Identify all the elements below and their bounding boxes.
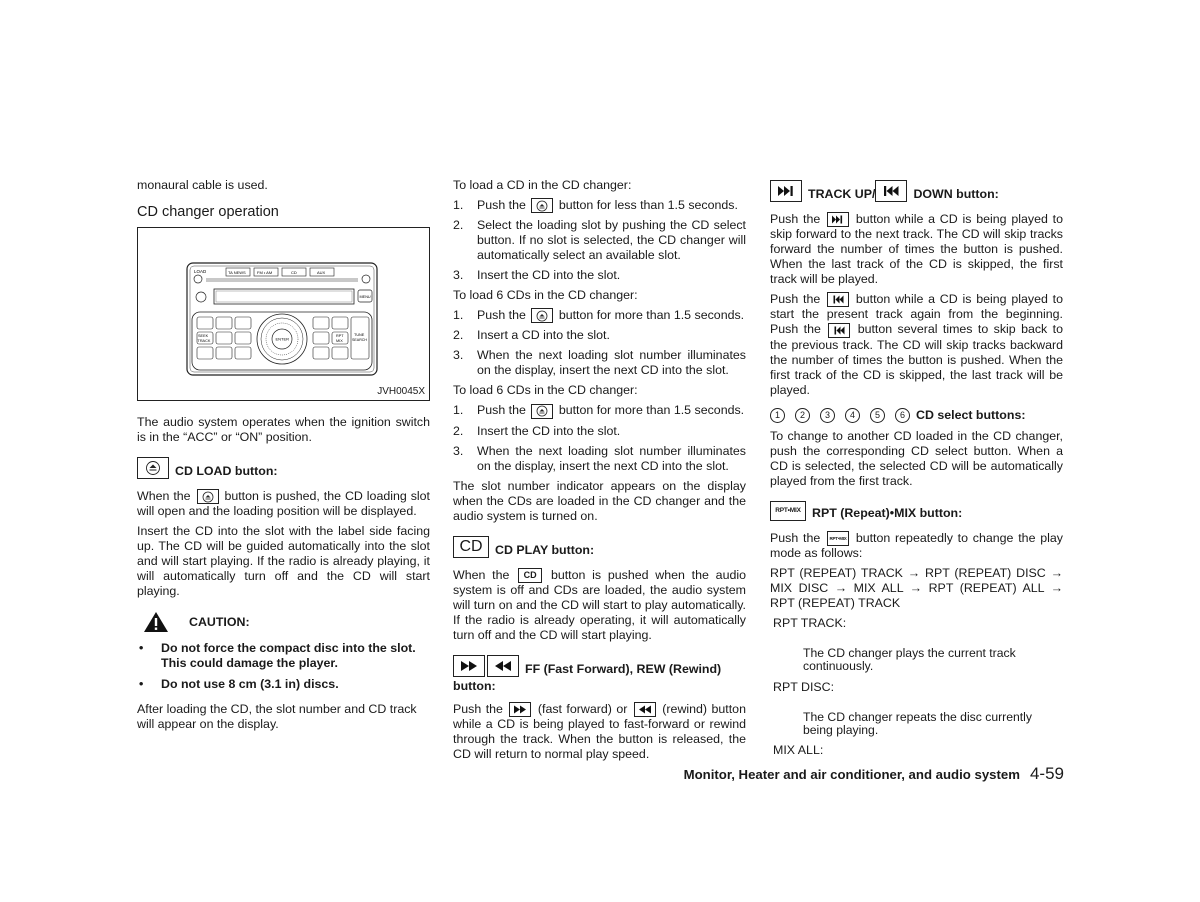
list-item: 2. Insert a CD into the slot. xyxy=(453,328,610,343)
mode-term-rpt-disc: RPT DISC: xyxy=(773,679,835,694)
column-right xyxy=(770,178,1063,774)
intro-paragraph: The audio system operates when the ignition switch is in the “ACC” or “ON” position. xyxy=(137,415,430,444)
number-1-icon: 1 xyxy=(770,408,785,423)
fig-label-load: LOAD xyxy=(194,269,207,274)
load-one-steps xyxy=(453,198,746,283)
fast-forward-icon xyxy=(453,655,485,677)
number-4-icon: 4 xyxy=(845,408,860,423)
ff-rew-heading-label: FF (Fast Forward), REW (Rewind) xyxy=(525,661,722,676)
continuation-text: monaural cable is used. xyxy=(137,178,268,192)
caution-list xyxy=(137,641,430,692)
cd-icon: CD xyxy=(453,536,489,558)
list-item: 3. When the next loading slot number illuminates on the display, insert the next CD into the slot. xyxy=(453,443,746,473)
fig-label-fm-am: FM • AM xyxy=(257,270,273,275)
eject-disc-icon xyxy=(137,457,169,479)
figure-code: JVH0045X xyxy=(377,386,425,397)
fig-label-enter: ENTER xyxy=(275,336,290,342)
eject-disc-icon xyxy=(531,308,553,323)
eject-disc-icon xyxy=(531,404,553,419)
cd-icon: CD xyxy=(518,568,542,583)
caution-heading xyxy=(143,611,430,633)
number-2-icon: 2 xyxy=(795,408,810,423)
fig-label-cd: CD xyxy=(291,270,297,275)
fig-label-mix: MIX xyxy=(336,339,343,343)
cd-load-paragraph-1 xyxy=(137,489,430,519)
fast-forward-icon xyxy=(509,702,531,717)
rpt-mix-icon: RPT•MIX xyxy=(827,531,849,546)
warning-triangle-icon xyxy=(143,611,169,633)
radio-figure xyxy=(137,227,430,401)
mode-desc-rpt-disc: The CD changer repeats the disc currently being playing. xyxy=(803,709,1032,738)
track-next-icon xyxy=(827,212,849,227)
track-paragraph-2: Push the button while a CD is being played to start the present track again from the beginning. Push the button several times to skip back to the previous track. The CD will skip tracks backward the number of times the button is pushed. When the first track of the CD is skipped, the last track will be played. xyxy=(770,292,1063,397)
track-next-icon xyxy=(770,180,802,202)
list-item: 1. Push the button for less than 1.5 seconds. xyxy=(453,198,738,212)
section-title: CD changer operation xyxy=(137,204,279,220)
fig-label-ta-news: TA NEWS xyxy=(228,270,246,275)
list-item: 3. Insert the CD into the slot. xyxy=(453,268,621,283)
cd-play-heading xyxy=(453,536,746,558)
cd-load-p1-start: When the xyxy=(137,489,191,503)
ff-rew-heading-label-2: button: xyxy=(453,678,496,693)
caution-label: CAUTION: xyxy=(189,614,250,629)
number-5-icon: 5 xyxy=(870,408,885,423)
fig-label-rpt: RPT xyxy=(336,334,344,338)
load-six-a-title: To load 6 CDs in the CD changer: xyxy=(453,288,638,303)
cd-load-paragraph-2: Insert the CD into the slot with the label side facing up. The CD will be guided automatically into the slot and will start playing. If the radio is already playing, it will automatically turn off and the CD will start playing. xyxy=(137,524,430,599)
track-prev-icon xyxy=(828,323,850,338)
fig-label-menu: MENU xyxy=(359,295,371,299)
audio-unit-illustration xyxy=(186,262,378,376)
cd-select-number-icons xyxy=(770,408,910,423)
load-one-title: To load a CD in the CD changer: xyxy=(453,178,632,192)
list-item: • Do not use 8 cm (3.1 in) discs. xyxy=(139,677,339,692)
track-prev-icon xyxy=(827,292,849,307)
cd-select-paragraph: To change to another CD loaded in the CD changer, push the corresponding CD select button. When a CD is selected, the selected CD will be automatically played from the first track. xyxy=(770,428,1063,488)
cd-select-heading xyxy=(770,408,1063,423)
column-left xyxy=(137,178,430,737)
eject-disc-icon xyxy=(531,198,553,213)
rewind-icon xyxy=(487,655,519,677)
column-middle xyxy=(453,178,746,767)
rpt-mix-heading-label: RPT (Repeat)•MIX button: xyxy=(812,505,963,520)
track-heading xyxy=(770,180,1063,202)
rpt-mix-icon: RPT•MIX xyxy=(770,501,806,521)
slot-indicator-paragraph: The slot number indicator appears on the display when the CDs are loaded in the CD changer and the audio system is turned on. xyxy=(453,478,746,523)
number-3-icon: 3 xyxy=(820,408,835,423)
fig-label-search: SEARCH xyxy=(352,338,367,342)
list-item: 1. Push the button for more than 1.5 seconds. xyxy=(453,403,745,418)
load-six-b-title: To load 6 CDs in the CD changer: xyxy=(453,383,638,398)
mode-desc-rpt-track: The CD changer plays the current track continuously. xyxy=(803,645,1016,674)
cd-load-heading xyxy=(137,457,430,479)
track-heading-label-a: TRACK UP/ xyxy=(808,187,876,201)
after-loading-paragraph: After loading the CD, the slot number and CD track will appear on the display. xyxy=(137,702,417,732)
ff-rew-heading xyxy=(453,655,746,677)
rpt-mix-heading xyxy=(770,501,1063,521)
page-footer xyxy=(560,763,1064,786)
fig-label-seek: SEEK xyxy=(198,334,209,338)
ff-rew-paragraph: Push the (fast forward) or (rewind) button while a CD is being played to fast-forward or rewind through the track. When the button is released, the CD will return to normal play speed. xyxy=(453,701,746,762)
list-item: 2. Insert the CD into the slot. xyxy=(453,423,621,438)
load-six-a-steps xyxy=(453,308,746,378)
load-six-b-steps xyxy=(453,403,746,473)
mode-term-rpt-track: RPT TRACK: xyxy=(773,615,847,630)
fig-label-track: TRACK xyxy=(197,339,211,343)
cd-play-paragraph: When the CD button is pushed when the audio system is off and CDs are loaded, the audio system will turn on and the CD will start to play automatically. If the radio is already operating, it will automatically turn off and the CD will start playing. xyxy=(453,567,746,642)
eject-disc-icon xyxy=(197,489,219,504)
mode-term-mix-all: MIX ALL: xyxy=(773,742,824,757)
list-item: 2. Select the loading slot by pushing the CD select button. If no slot is selected, the CD changer will automatically select an available slot. xyxy=(453,218,746,263)
rewind-icon xyxy=(634,702,656,717)
list-item: • Do not force the compact disc into the slot. This could damage the player. xyxy=(139,641,416,671)
rpt-paragraph-1: Push the RPT•MIX button repeatedly to change the play mode as follows: xyxy=(770,530,1063,560)
rpt-sequence: RPT (REPEAT) TRACK → RPT (REPEAT) DISC → MIX DISC → MIX ALL → RPT (REPEAT) ALL → RPT (REPEAT) TRACK xyxy=(770,565,1063,610)
track-paragraph-1: Push the button while a CD is being played to skip forward to the next track. The CD will skip tracks forward the number of times the button is pushed. When the last track of the CD is skipped, the first track will be played. xyxy=(770,212,1063,287)
list-item: 1. Push the button for more than 1.5 seconds. xyxy=(453,308,745,323)
track-heading-label-b: DOWN button: xyxy=(913,187,999,201)
page-number: 4-59 xyxy=(1029,764,1064,783)
track-prev-icon xyxy=(875,180,907,202)
list-item: 3. When the next loading slot number illuminates on the display, insert the next CD into the slot. xyxy=(453,348,746,378)
footer-section-title: Monitor, Heater and air conditioner, and audio system xyxy=(683,767,1020,782)
cd-load-p1-end: button is pushed, the CD loading slot will open and the loading position will be displayed. xyxy=(137,489,430,519)
cd-load-heading-label: CD LOAD button: xyxy=(175,464,278,478)
fig-label-aux: AUX xyxy=(317,270,326,275)
cd-play-heading-label: CD PLAY button: xyxy=(495,542,595,557)
fig-label-tune: TUNE xyxy=(354,333,365,337)
number-6-icon: 6 xyxy=(895,408,910,423)
cd-select-heading-label: CD select buttons: xyxy=(916,407,1026,422)
